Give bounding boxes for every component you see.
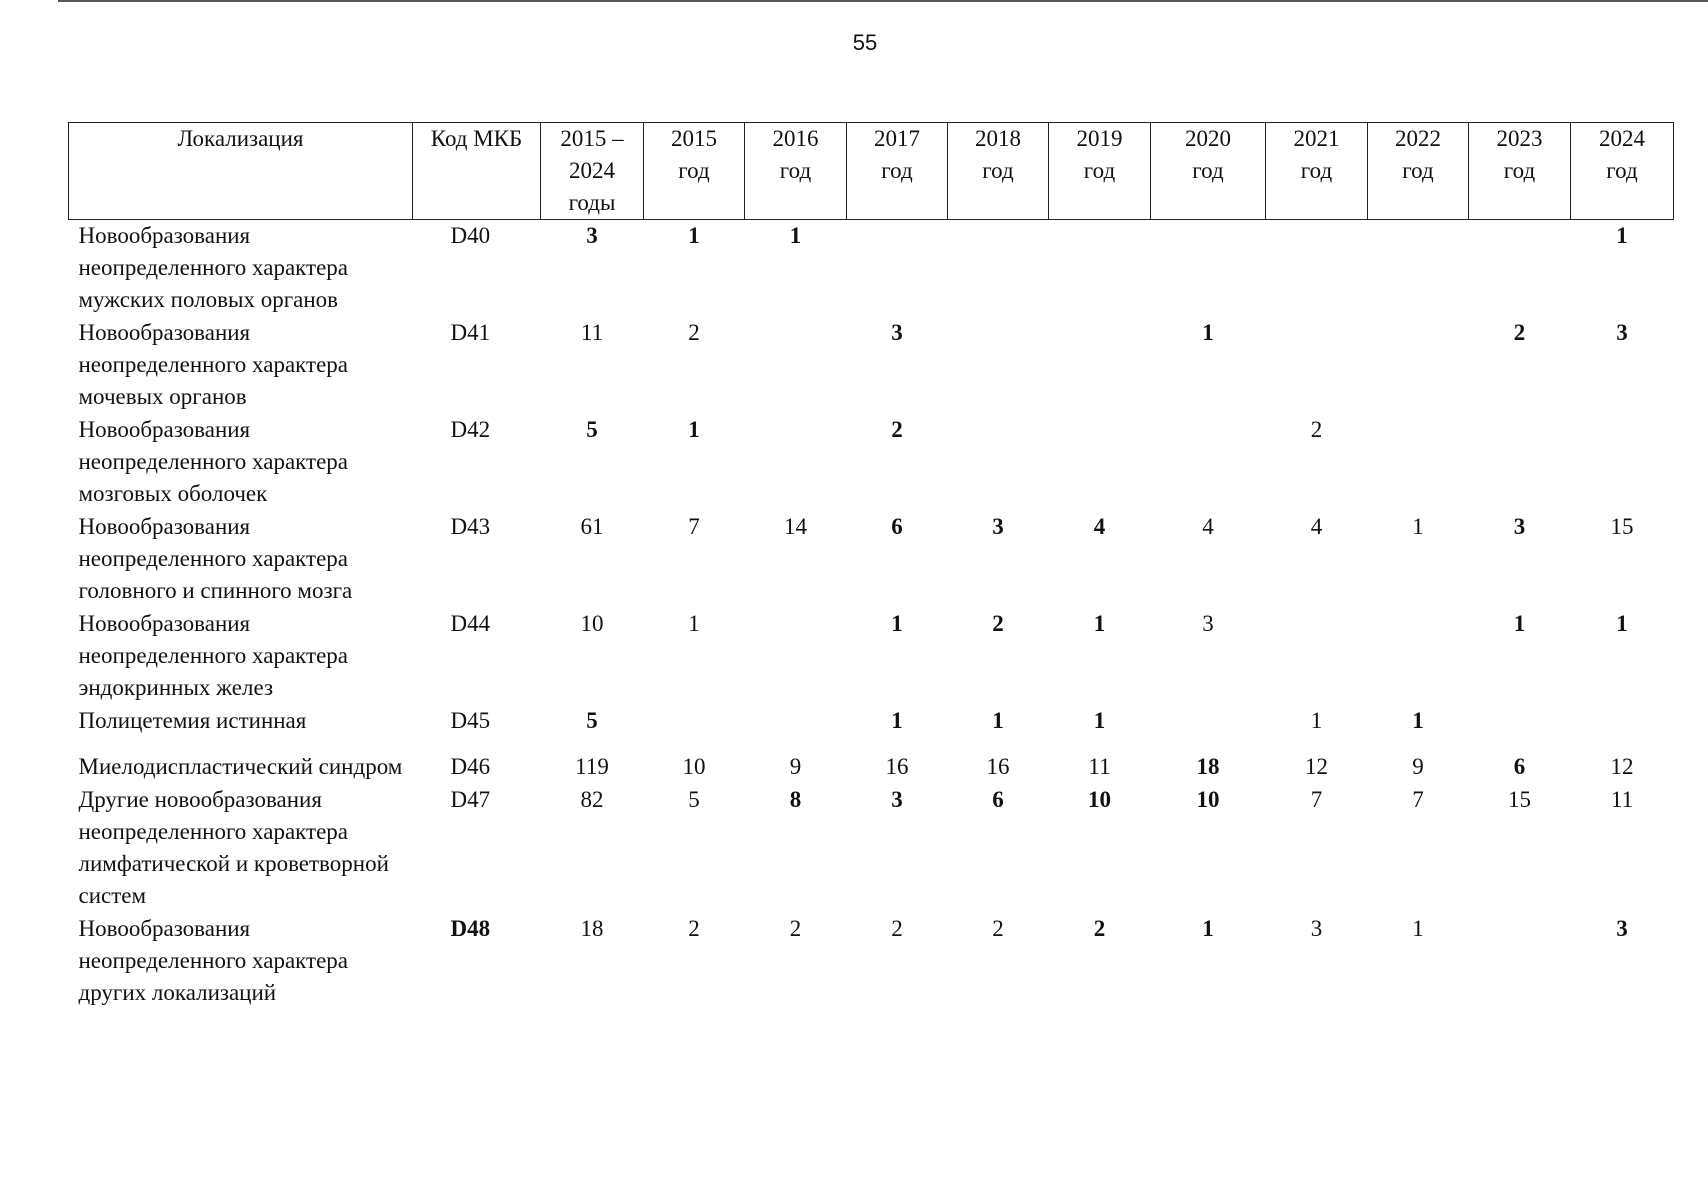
icd-code-cell: D47 xyxy=(450,787,491,812)
value-cell: 1 xyxy=(1513,611,1526,636)
value-cell xyxy=(1469,414,1571,511)
value-cell: 1 xyxy=(1616,611,1628,636)
value-cell xyxy=(745,608,847,705)
header-year-2023: 2023 год xyxy=(1469,123,1571,220)
header-year-2020: 2020 год xyxy=(1151,123,1266,220)
value-cell: 2 xyxy=(688,320,700,345)
table-row xyxy=(69,751,1674,784)
value-cell xyxy=(1266,220,1368,318)
header-year-2016: 2016 год xyxy=(745,123,847,220)
value-cell: 1 xyxy=(1202,916,1214,941)
header-year-2015: 2015 год xyxy=(644,123,745,220)
value-cell: 119 xyxy=(575,754,609,779)
table-row xyxy=(69,705,1674,751)
value-cell: 8 xyxy=(789,787,802,812)
value-cell xyxy=(745,414,847,511)
localization-cell: Новообразования неопределенного характера эндокринных желез xyxy=(78,611,349,700)
value-cell: 82 xyxy=(580,787,604,812)
value-cell xyxy=(948,414,1049,511)
value-cell: 1 xyxy=(1093,611,1106,636)
value-cell: 10 xyxy=(1196,787,1220,812)
table-row xyxy=(69,511,1674,608)
value-cell: 11 xyxy=(1610,787,1634,812)
localization-cell: Новообразования неопределенного характера мужских половых органов xyxy=(78,223,349,312)
value-cell: 4 xyxy=(1202,514,1214,539)
value-cell xyxy=(1571,705,1674,751)
value-cell: 4 xyxy=(1093,514,1106,539)
localization-cell: Новообразования неопределенного характера мозговых оболочек xyxy=(78,417,349,506)
value-cell xyxy=(1049,220,1151,318)
value-cell: 15 xyxy=(1610,514,1634,539)
value-cell xyxy=(1049,414,1151,511)
value-cell: 1 xyxy=(1093,708,1106,733)
localization-cell: Новообразования неопределенного характера мочевых органов xyxy=(78,320,349,409)
value-cell xyxy=(948,220,1049,318)
value-cell: 5 xyxy=(688,787,700,812)
value-cell xyxy=(1469,913,1571,1010)
value-cell: 7 xyxy=(1310,787,1323,812)
value-cell xyxy=(1266,608,1368,705)
icd-code-cell: D44 xyxy=(450,611,491,636)
localization-cell: Миелодиспластический синдром xyxy=(78,754,403,779)
value-cell xyxy=(1368,608,1469,705)
value-cell: 3 xyxy=(586,223,598,248)
value-cell xyxy=(1469,705,1571,751)
value-cell xyxy=(644,705,745,751)
value-cell: 1 xyxy=(992,708,1004,733)
localization-cell: Новообразования неопределенного характера других локализаций xyxy=(78,916,349,1005)
value-cell: 2 xyxy=(1513,320,1526,345)
value-cell: 1 xyxy=(1616,223,1628,248)
table-row xyxy=(69,317,1674,414)
value-cell: 2 xyxy=(891,916,903,941)
value-cell xyxy=(745,705,847,751)
table-row xyxy=(69,784,1674,913)
value-cell: 14 xyxy=(784,514,807,539)
value-cell: 5 xyxy=(586,417,598,442)
header-icd-code: Код МКБ xyxy=(413,123,541,220)
value-cell: 1 xyxy=(1412,514,1424,539)
value-cell xyxy=(1368,317,1469,414)
icd-code-cell: D45 xyxy=(450,708,491,733)
value-cell: 4 xyxy=(1310,514,1323,539)
header-year-2024: 2024 год xyxy=(1571,123,1674,220)
value-cell: 11 xyxy=(1088,754,1111,779)
value-cell: 2 xyxy=(1310,417,1323,442)
value-cell: 9 xyxy=(789,754,802,779)
table-row xyxy=(69,220,1674,318)
value-cell: 18 xyxy=(580,916,604,941)
value-cell: 1 xyxy=(1412,708,1424,733)
header-year-2022: 2022 год xyxy=(1368,123,1469,220)
value-cell: 10 xyxy=(580,611,604,636)
value-cell: 1 xyxy=(1310,708,1323,733)
value-cell xyxy=(1151,220,1266,318)
page-number: 55 xyxy=(852,30,878,55)
value-cell: 6 xyxy=(1513,754,1526,779)
value-cell: 2 xyxy=(688,916,700,941)
icd-code-cell: D48 xyxy=(450,916,491,941)
value-cell: 9 xyxy=(1412,754,1424,779)
header-year-2017: 2017 год xyxy=(847,123,948,220)
value-cell: 3 xyxy=(1513,514,1526,539)
value-cell: 3 xyxy=(891,320,903,345)
icd-code-cell: D42 xyxy=(450,417,491,442)
value-cell: 2 xyxy=(891,417,903,442)
value-cell: 3 xyxy=(1310,916,1323,941)
value-cell: 7 xyxy=(688,514,700,539)
header-localization: Локализация xyxy=(69,123,413,220)
value-cell xyxy=(948,317,1049,414)
value-cell: 10 xyxy=(1088,787,1111,812)
value-cell: 5 xyxy=(586,708,598,733)
value-cell xyxy=(1049,317,1151,414)
value-cell xyxy=(1368,220,1469,318)
value-cell: 1 xyxy=(688,417,700,442)
value-cell: 3 xyxy=(1616,320,1628,345)
icd-code-cell: D40 xyxy=(450,223,491,248)
value-cell xyxy=(1469,220,1571,318)
value-cell: 16 xyxy=(986,754,1010,779)
table-header-row xyxy=(69,123,1674,220)
value-cell: 15 xyxy=(1508,787,1531,812)
value-cell: 1 xyxy=(688,223,700,248)
header-total-2015-2024: 2015 – 2024 годы xyxy=(541,123,644,220)
value-cell: 1 xyxy=(1202,320,1214,345)
icd-code-cell: D41 xyxy=(450,320,491,345)
value-cell: 1 xyxy=(789,223,802,248)
table-row xyxy=(69,414,1674,511)
value-cell: 3 xyxy=(1616,916,1628,941)
header-year-2018: 2018 год xyxy=(948,123,1049,220)
value-cell: 61 xyxy=(580,514,604,539)
value-cell xyxy=(745,317,847,414)
value-cell: 16 xyxy=(885,754,909,779)
value-cell: 6 xyxy=(992,787,1004,812)
table-row xyxy=(69,608,1674,705)
value-cell xyxy=(1151,414,1266,511)
morbidity-table xyxy=(68,122,1674,1010)
value-cell: 12 xyxy=(1305,754,1328,779)
value-cell: 12 xyxy=(1610,754,1634,779)
value-cell: 10 xyxy=(682,754,706,779)
value-cell: 3 xyxy=(1202,611,1214,636)
value-cell: 3 xyxy=(992,514,1004,539)
value-cell: 1 xyxy=(891,708,903,733)
icd-code-cell: D46 xyxy=(450,754,491,779)
icd-code-cell: D43 xyxy=(450,514,491,539)
localization-cell: Новообразования неопределенного характера головного и спинного мозга xyxy=(78,514,353,603)
header-year-2019: 2019 год xyxy=(1049,123,1151,220)
top-rule xyxy=(58,0,1708,2)
value-cell xyxy=(847,220,948,318)
value-cell: 6 xyxy=(891,514,903,539)
table-row xyxy=(69,913,1674,1010)
value-cell: 3 xyxy=(891,787,903,812)
value-cell: 2 xyxy=(1093,916,1106,941)
value-cell: 2 xyxy=(789,916,802,941)
value-cell: 1 xyxy=(1412,916,1424,941)
value-cell xyxy=(1571,414,1674,511)
value-cell: 18 xyxy=(1196,754,1220,779)
localization-cell: Другие новообразования неопределенного характера лимфатической и кроветворной систем xyxy=(78,787,389,908)
value-cell: 2 xyxy=(992,611,1004,636)
value-cell xyxy=(1368,414,1469,511)
value-cell: 1 xyxy=(891,611,903,636)
localization-cell: Полицетемия истинная xyxy=(78,708,307,733)
value-cell: 1 xyxy=(688,611,700,636)
value-cell: 2 xyxy=(992,916,1004,941)
header-year-2021: 2021 год xyxy=(1266,123,1368,220)
value-cell: 11 xyxy=(580,320,604,345)
value-cell xyxy=(1266,317,1368,414)
value-cell xyxy=(1151,705,1266,751)
value-cell: 7 xyxy=(1412,787,1424,812)
